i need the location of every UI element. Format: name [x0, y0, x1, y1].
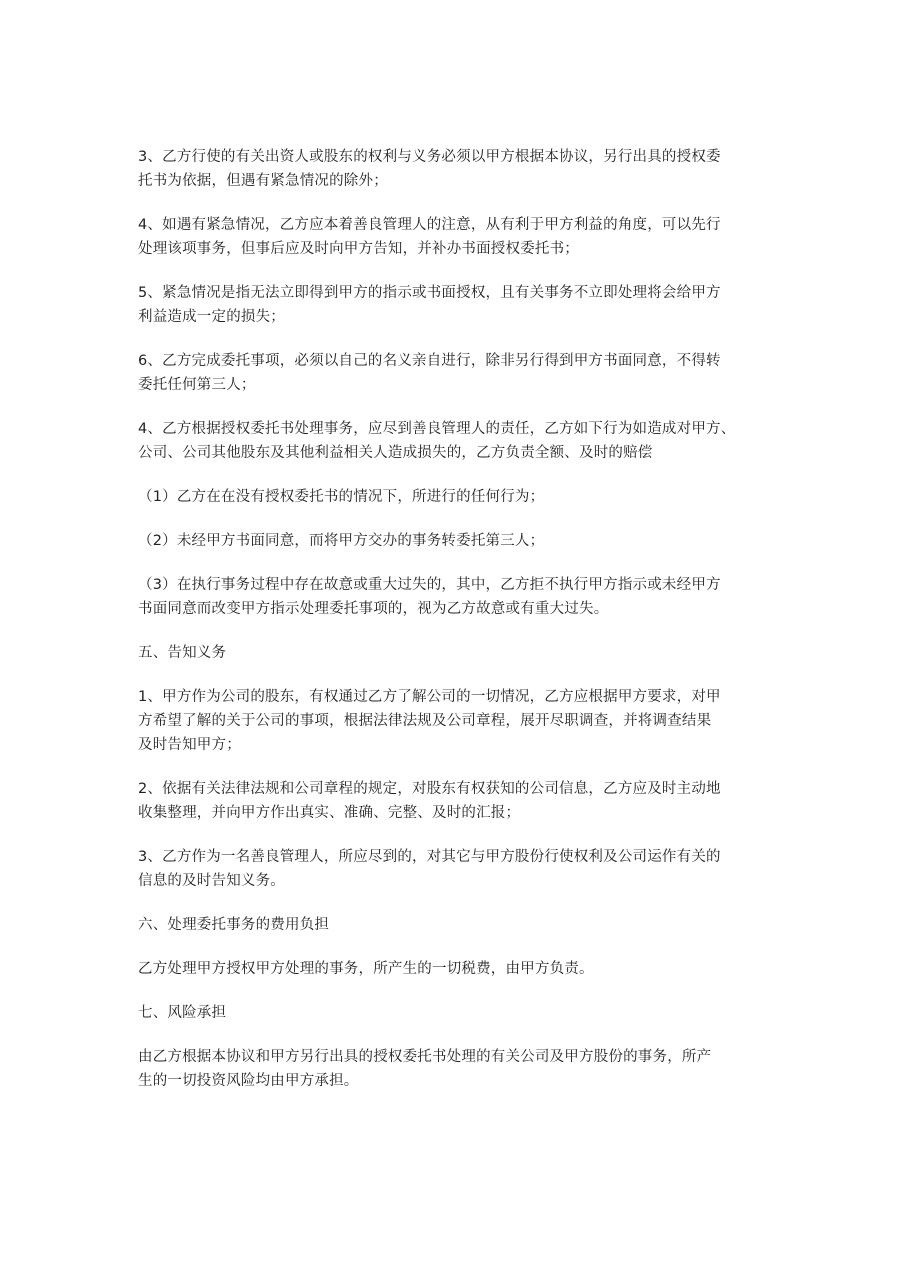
section-heading-5: 五、告知义务 [138, 645, 227, 661]
paragraph-item-3: （3）在执行事务过程中存在故意或重大过失的，其中，乙方拒不执行甲方指示或未经甲方 书面同意而改变甲方指示处理委托事项的，视为乙方故意或有重大过失。 [138, 577, 721, 617]
paragraph-clause-5: 5、紧急情况是指无法立即得到甲方的指示或书面授权，且有关事务不立即处理将会给甲方 利益造成一定的损失； [138, 285, 721, 325]
section-heading-6: 六、处理委托事务的费用负担 [138, 917, 330, 933]
document-page [138, 145, 778, 1113]
paragraph-clause-3: 3、乙方行使的有关出资人或股东的权利与义务必须以甲方根据本协议，另行出具的授权委 托书为依据，但遇有紧急情况的除外； [138, 149, 721, 189]
paragraph-item-2: （2）未经甲方书面同意，而将甲方交办的事务转委托第三人； [138, 533, 545, 549]
section-heading-7: 七、风险承担 [138, 1005, 227, 1021]
paragraph-notify-3: 3、乙方作为一名善良管理人，所应尽到的，对其它与甲方股份行使权利及公司运作有关的 信息的及时告知义务。 [138, 849, 721, 889]
paragraph-clause-4-liability: 4、乙方根据授权委托书处理事务，应尽到善良管理人的责任，乙方如下行为如造成对甲方、 公司、公司其他股东及其他利益相关人造成损失的，乙方负责全额、及时的赔偿 [138, 421, 736, 461]
paragraph-notify-2: 2、依据有关法律法规和公司章程的规定，对股东有权获知的公司信息，乙方应及时主动地 收集整理，并向甲方作出真实、准确、完整、及时的汇报； [138, 781, 721, 821]
paragraph-clause-4-emergency: 4、如遇有紧急情况，乙方应本着善良管理人的注意，从有利于甲方利益的角度，可以先行 处理该项事务，但事后应及时向甲方告知，并补办书面授权委托书； [138, 217, 721, 257]
paragraph-clause-6: 6、乙方完成委托事项，必须以自己的名义亲自进行，除非另行得到甲方书面同意，不得转 委托任何第三人； [138, 353, 721, 393]
paragraph-expenses: 乙方处理甲方授权甲方处理的事务，所产生的一切税费，由甲方负责。 [138, 961, 594, 977]
paragraph-item-1: （1）乙方在在没有授权委托书的情况下，所进行的任何行为； [138, 489, 545, 505]
paragraph-notify-1: 1、甲方作为公司的股东，有权通过乙方了解公司的一切情况，乙方应根据甲方要求，对甲 方希望了解的关于公司的事项，根据法律法规及公司章程，展开尽职调查，并将调查结果 及时告知甲方； [138, 689, 721, 753]
paragraph-risk: 由乙方根据本协议和甲方另行出具的授权委托书处理的有关公司及甲方股份的事务，所产 生的一切投资风险均由甲方承担。 [138, 1049, 712, 1089]
